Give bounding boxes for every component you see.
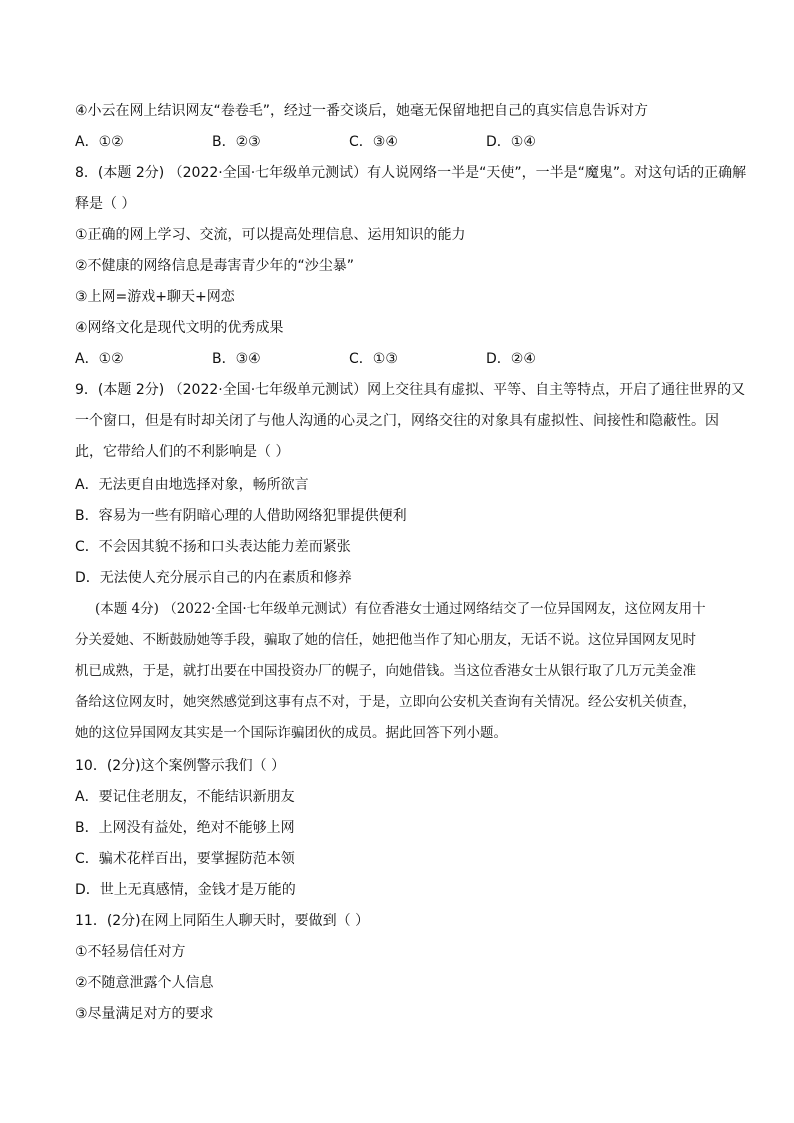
q10-option-b: B．上网没有益处，绝对不能够上网 [75, 820, 295, 836]
q7-option-c: C．③④ [349, 134, 398, 150]
q7-option-b: B．②③ [212, 134, 261, 150]
q8-item-4: ④网络文化是现代文明的优秀成果 [75, 320, 284, 336]
q8-stem-line-1: 8．(本题 2分) （2022·全国·七年级单元测试）有人说网络一半是“天使”，一半是“魔鬼”。对这句话的正确解 [75, 165, 747, 181]
q8-options [75, 349, 734, 369]
q8-option-c: C．①③ [349, 351, 398, 367]
passage-line-3: 机已成熟，于是，就打出要在中国投资办厂的幌子，向她借钱。当这位香港女士从银行取了几万元美金准 [75, 663, 696, 679]
q7-option-d: D．①④ [486, 134, 536, 150]
q9-stem-line-2: 一个窗口，但是有时却关闭了与他人沟通的心灵之门，网络交往的对象具有虚拟性、间接性和隐蔽性。因 [75, 413, 719, 429]
q11-item-1: ①不轻易信任对方 [75, 944, 186, 960]
passage-line-1: (本题 4分) （2022·全国·七年级单元测试）有位香港女士通过网络结交了一位异国网友，这位网友用十 [95, 601, 706, 617]
q11-item-2: ②不随意泄露个人信息 [75, 975, 214, 991]
q10-option-c: C．骗术花样百出，要掌握防范本领 [75, 851, 295, 867]
q8-option-d: D．②④ [486, 351, 536, 367]
passage-line-4: 备给这位网友时，她突然感觉到这事有点不对，于是，立即向公安机关查询有关情况。经公安机关侦查， [75, 694, 696, 710]
q9-stem-line-3: 此，它带给人们的不利影响是（ ） [75, 444, 290, 460]
q9-option-a: A．无法更自由地选择对象，畅所欲言 [75, 477, 309, 493]
q9-stem-line-1: 9．(本题 2分) （2022·全国·七年级单元测试）网上交往具有虚拟、平等、自主等特点，开启了通往世界的又 [75, 382, 746, 398]
passage-line-5: 她的这位异国网友其实是一个国际诈骗团伙的成员。据此回答下列小题。 [75, 725, 507, 741]
q9-option-b: B．容易为一些有阴暗心理的人借助网络犯罪提供便利 [75, 508, 407, 524]
q8-item-1: ①正确的网上学习、交流，可以提高处理信息、运用知识的能力 [75, 227, 466, 243]
q9-option-c: C．不会因其貌不扬和口头表达能力差而紧张 [75, 539, 351, 555]
q8-option-b: B．③④ [212, 351, 261, 367]
q11-stem: 11．(2分)在网上同陌生人聊天时，要做到（ ） [75, 913, 370, 929]
q7-item-4: ④小云在网上结识网友“卷卷毛”，经过一番交谈后，她毫无保留地把自己的真实信息告诉对方 [75, 103, 649, 119]
q8-item-2: ②不健康的网络信息是毒害青少年的“沙尘暴” [75, 258, 355, 274]
q11-item-3: ③尽量满足对方的要求 [75, 1006, 214, 1022]
q10-option-d: D．世上无真感情，金钱才是万能的 [75, 882, 296, 898]
q9-option-d: D．无法使人充分展示自己的内在素质和修养 [75, 570, 352, 586]
q10-option-a: A．要记住老朋友，不能结识新朋友 [75, 789, 295, 805]
passage-line-2: 分关爱她、不断鼓励她等手段，骗取了她的信任，她把他当作了知心朋友，无话不说。这位异国网友见时 [75, 632, 696, 648]
q10-stem: 10．(2分)这个案例警示我们（ ） [75, 758, 286, 774]
q7-options [75, 132, 734, 152]
q8-stem-line-2: 释是（ ） [75, 196, 136, 212]
q8-item-3: ③上网=游戏+聊天+网恋 [75, 289, 235, 305]
q7-option-a: A．①② [75, 134, 124, 150]
q8-option-a: A．①② [75, 351, 124, 367]
